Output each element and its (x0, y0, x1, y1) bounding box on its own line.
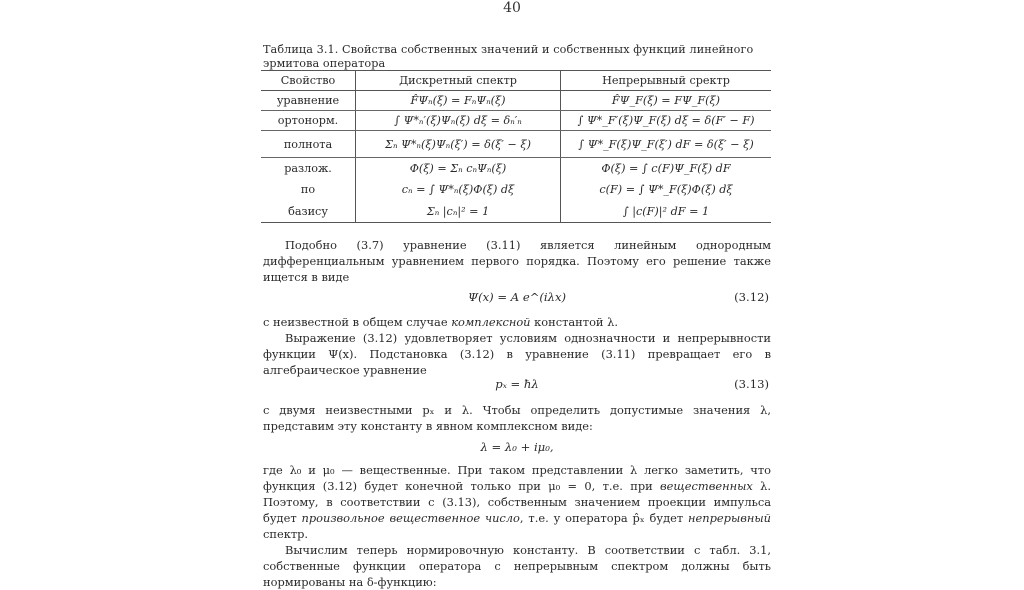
paragraph-1 (263, 237, 771, 285)
paragraph-text (263, 314, 771, 330)
text-run: где λ₀ и μ₀ — вещественные. При таком представлении λ легко заметить, что функция (3.12) будет конечной только при μ₀ = 0, т.е. при (263, 463, 771, 493)
paragraph-text: Вычислим теперь нормировочную константу. В соответствии с табл. 3.1, собственные функции оператора с непрерывным спектром должны быть нормированы на δ-функцию: (263, 543, 771, 589)
row-label: по (261, 179, 356, 200)
table-row (261, 158, 771, 180)
discrete-formula: cₙ = ∫ Ψ*ₙ(ξ)Φ(ξ) dξ (356, 179, 561, 200)
table-row (261, 200, 771, 223)
continuous-formula: c(F) = ∫ Ψ*_F(ξ)Φ(ξ) dξ (599, 183, 733, 196)
continuous-formula: ∫ Ψ*_F(ξ)Ψ_F(ξ′) dF = δ(ξ′ − ξ) (561, 131, 772, 158)
paragraph-2 (263, 314, 771, 378)
text-run: с неизвестной в общем случае (263, 315, 452, 329)
continuous-formula: F̂Ψ_F(ξ) = FΨ_F(ξ) (561, 91, 772, 111)
emphasis: произвольное вещественное число (301, 511, 520, 525)
discrete-formula: Φ(ξ) = Σₙ cₙΨₙ(ξ) (356, 158, 561, 180)
paragraph-5 (263, 462, 771, 590)
paragraph-text: Подобно (3.7) уравнение (3.11) является линейным однородным дифференциальным уравнением первого порядка. Поэтому его решение также ищется в виде (263, 238, 771, 284)
equation-formula: λ = λ₀ + iμ₀, (480, 440, 554, 454)
continuous-formula: ∫ Ψ*_F′(ξ)Ψ_F(ξ) dξ = δ(F′ − F) (561, 111, 772, 131)
header-property: Свойство (261, 71, 356, 91)
page-number: 40 (503, 0, 521, 16)
equation-3-12 (263, 290, 771, 306)
paragraph-text (263, 462, 771, 542)
equation-number: (3.12) (734, 290, 769, 304)
equation-formula: Ψ(x) = A e^(iλx) (467, 290, 567, 304)
paragraph-text: Выражение (3.12) удовлетворяет условиям однозначности и непрерывности функции Ψ(x). Подстановка (3.12) в уравнение (3.11) превращает его в алгебраическое уравнение (263, 331, 771, 377)
paragraph-4 (263, 402, 771, 434)
table-header-row (261, 71, 771, 91)
text-run: λ. Поэтому, в соответствии с (3.13), собственным значением проекции импульса будет (263, 479, 771, 525)
text-run: константой λ. (530, 315, 618, 329)
continuous-formula: Φ(ξ) = ∫ c(F)Ψ_F(ξ) dF (601, 162, 731, 175)
row-label: полнота (261, 131, 356, 158)
header-continuous: Непрерывный сректр (561, 71, 772, 91)
table-caption: Таблица 3.1. Свойства собственных значений и собственных функций линейного эрмитова оператора (263, 43, 754, 70)
discrete-formula: Σₙ |cₙ|² = 1 (356, 200, 561, 223)
properties-table (261, 70, 771, 223)
discrete-formula: Σₙ Ψ*ₙ(ξ)Ψₙ(ξ′) = δ(ξ′ − ξ) (356, 131, 561, 158)
table-row (261, 179, 771, 200)
paragraph-text: с двумя неизвестными pₓ и λ. Чтобы определить допустимые значения λ, представим эту константу в явном комплексном виде: (263, 403, 771, 433)
text-run: спектр. (263, 527, 309, 541)
discrete-formula: F̂Ψₙ(ξ) = FₙΨₙ(ξ) (356, 91, 561, 111)
table-row (261, 111, 771, 131)
equation-formula: pₓ = ħλ (495, 377, 539, 391)
continuous-formula: ∫ |c(F)|² dF = 1 (561, 200, 772, 223)
header-discrete: Дискретный спектр (356, 71, 561, 91)
equation-number: (3.13) (734, 377, 769, 391)
discrete-formula: ∫ Ψ*ₙ′(ξ)Ψₙ(ξ) dξ = δₙ′ₙ (356, 111, 561, 131)
emphasis: комплексной (451, 315, 531, 329)
emphasis: непрерывный (688, 511, 771, 525)
table-row (261, 131, 771, 158)
row-label: базису (261, 200, 356, 223)
equation-3-13 (263, 377, 771, 393)
row-label: разлож. (261, 158, 356, 180)
equation-lambda (263, 440, 771, 456)
emphasis: вещественных (660, 479, 753, 493)
row-label: ортонорм. (261, 111, 356, 131)
row-label: уравнение (261, 91, 356, 111)
text-run: , т.е. у оператора p̂ₓ будет (519, 511, 689, 525)
table-row (261, 91, 771, 111)
